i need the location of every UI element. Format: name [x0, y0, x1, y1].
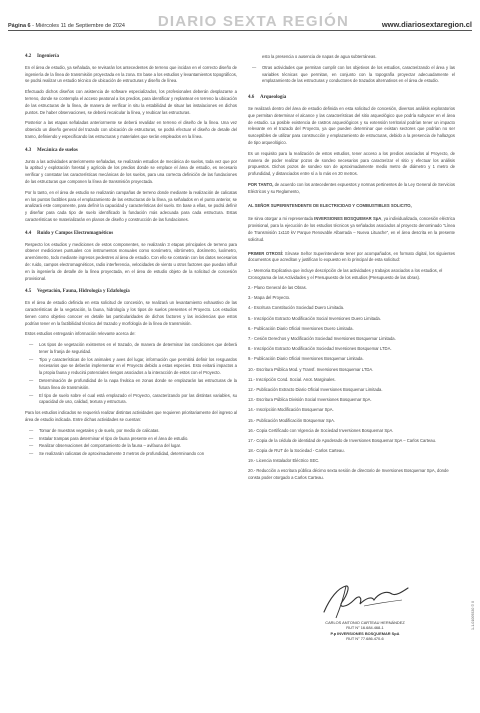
- signer-rut: RUT N° 16.684.468-1: [346, 625, 384, 631]
- handwritten-signature: [316, 578, 412, 620]
- right-column: [248, 54, 455, 485]
- list-item: 3.- Mapa del Proyecto.: [248, 295, 291, 301]
- paragraph: Posterior a las etapas señaladas anteriormente se deberá revalidar en terreno el diseño de la línea. Una vez obtenido un diseño general del trazado con ubicación de estructuras, se podrá efectuar el diseño de detalle del tramo, definiendo y especificando las estructuras y materiales que serán empleados en la línea.: [25, 120, 237, 139]
- list-item: — Realizar observaciones del comportamiento de la fauna – avifauna del lugar.: [25, 443, 237, 450]
- paragraph: POR TANTO, de acuerdo con los antecedentes expuestos y normas pertinentes de la Ley General de Servicios Eléctricos y su Reglamento,: [248, 181, 456, 194]
- paragraph: Para los estudios indicados se requerirá realizar distintas actividades que requieren prioritariamente del ingreso al área de estudio indicada. Entre dichas actividades se cuentan:: [25, 410, 237, 423]
- list-item: 8.- Inscripción Extracto Modificación Sociedad Inversiones Bosquemar LTDA.: [248, 346, 392, 352]
- paragraph: Estos estudios entregarán información relevante acerca de:: [25, 331, 136, 337]
- list-item: 2.- Plano General de las Obras.: [248, 285, 307, 291]
- paragraph: Se sirva otorgar a mi representada INVERSIONES BOSQUEMAR SpA, ya individualizada, concesión eléctrica provisional, para la ejecución de los estudios técnicos ya señalados asociados al proyecto denominado "Línea de Transmisión 1x110 kV Parque Renovable Albarrada – Nueva Lituache", en el área descrita en la presente solicitud.: [248, 216, 456, 242]
- list-item: — Tomar de muestras vegetales y de suelo, por medio de calicatas.: [25, 428, 237, 435]
- section-heading: 4.4 Ruido y Campos Electromagnéticos: [25, 230, 114, 236]
- paragraph: Efectuado dichos diseños con asistencia de software especializados, los profesionales deberán desplazarse a terreno, donde se contempla el acceso peatonal a los predios, para identificar y replantear en terreno la ubicación de las estructuras de la línea, de manera de verificar in situ la estabilidad de situar las instalaciones en dichos puntos. De haber observaciones, se deberá recalcular la línea, y reubicar las estructuras.: [25, 89, 237, 115]
- section-heading: 4.6 Arqueología: [248, 95, 287, 101]
- paragraph: PRIMER OTROSÍ: Sírvase Señor Superintendente tener por acompañados, en formato digital, los siguientes documentos que acreditan y justifican lo expuesto en lo principal de esta solicitud:: [248, 250, 455, 263]
- list-item: 12.- Publicación Extracto Diario Oficial Inversiones Bosquemar Limitada.: [248, 386, 383, 392]
- list-item: — Determinación de profundidad de la napa freática en zonas donde se emplazarán las estructuras de la futura línea de transmisión.: [25, 378, 237, 392]
- section-heading: 4.5 Vegetación, Fauna, Hidrología y Edafología: [25, 289, 130, 295]
- list-item: 4.- Escritura Constitución Sociedad Duero Limitada.: [248, 305, 345, 311]
- paragraph: Por lo tanto, en el área de estudio se realizarán campañas de terreno donde mediante la realización de calicatas en los puntos factibles para el emplazamiento de las estructuras de la línea, ya señalados en el punto anterior, se analizará este componente, para definir la capacidad y características del suelo. En base a ellas, se podrá definir y diseñar para cada tipo de suelo identificado la fundación más adecuada para cada estructura. Estas características se materializarán en planos de diseño y construcción de las fundaciones.: [25, 189, 237, 222]
- company-name: P.p INVERSIONES BOSQUEMAR SpA: [330, 630, 400, 636]
- request-heading: AL SEÑOR SUPERINTENDENTE DE ELECTRICIDAD Y COMBUSTIBLES SOLICITO,: [248, 202, 412, 208]
- signature-block: [300, 620, 430, 642]
- signer-name: CARLOS ANTONIO CARTEAU HERNÁNDEZ: [325, 620, 405, 625]
- list-item: 16.- Copia Certificado con Vigencia de Sociedad Inversiones Bosquemar SpA.: [248, 427, 394, 433]
- company-rut: RUT N° 77.686.470-6: [346, 636, 384, 642]
- page-header: [8, 3, 472, 29]
- paragraph: En el área de estudio definida en esta solicitud de concesión, se realizará un levantamiento exhaustivo de las características de la vegetación, la fauna, hidrología y los tipos de suelos presentes el Proyecto. Los estudios tienen como objetivo conocer en detalle las particularidades de dichos factores y las incidencias que estos podrían tener en la factibilidad técnica del trazado y morfología de la línea de transmisión.: [25, 300, 237, 326]
- list-item: 15.- Publicación Modificación Bosquemar SpA.: [248, 417, 336, 423]
- paragraph: En el área de estudio, ya señalada, se revisarán los antecedentes de terreno que incidan en el correcto diseño de ingeniería de la línea de transmisión proyectada en la zona. En base a los estudios y levantamientos topográficos, se podrá realizar un estudio técnico de ubicación de estructuras y diseño de línea.: [25, 64, 237, 84]
- list-item: 14.- Inscripción Modificación Bosquemar SpA.: [248, 407, 334, 413]
- site-url[interactable]: www.diariosextaregion.cl: [381, 20, 472, 29]
- list-item: 18.- Copia de RUT de la Sociedad - Carlos Carteau.: [248, 448, 345, 454]
- list-item: 11.- Inscripción Cond. Social. Anot. Marginales.: [248, 376, 336, 382]
- list-item: 19.- Licencia Instalador Eléctrico SEC.: [248, 458, 320, 464]
- bullet-list: [248, 65, 455, 85]
- header-rule: [8, 30, 472, 31]
- list-item: — Los tipos de vegetación existentes en el trazado, de manera de determinar las condiciones que deberá tener la franja de seguridad.: [25, 342, 237, 356]
- list-item: 9.- Publicación Diario Oficial Inversiones Bosquemar Limitada.: [248, 356, 364, 362]
- list-item: 17.- Copia de la cédula de identidad de Apoderado de Inversiones Bosquemar SpA – Carlos Carteau.: [248, 437, 437, 443]
- list-item: 5.- Inscripción Extracto Modificación Social Inversiones Duero Limitada.: [248, 315, 381, 321]
- masthead: DIARIO SEXTA REGIÓN: [157, 13, 349, 30]
- list-item: 6.- Publicación Diario Oficial Inversiones Duero Limitada.: [248, 325, 354, 331]
- section-heading: 4.2 Ingeniería: [25, 54, 59, 59]
- page-number: Página 6 - Miércoles 11 de Septiembre de 2024: [8, 23, 125, 29]
- paragraph: Junto a las actividades anteriormente señaladas, se realizarán estudios de mecánica de suelos, toda vez que por la aptitud y explotación forestal y agrícola de los predios donde se emplace el área de estudio, es necesario verificar y constatar las características mecánicas de los suelos, para una correcta definición de las fundaciones de las estructuras que componen la línea de transmisión proyectada.: [25, 158, 237, 184]
- list-item: — Tipo y características de los animales y aves del lugar, información que permitirá definir los resguardos necesarios que se deberán implementar en el Proyecto debido a estas especies. Esto evitará impactos a la propia fauna y reducirá potenciales riesgos asociados a la interacción de estos con el Proyecto.: [25, 357, 237, 377]
- section-heading: 4.3 Mecánica de suelos: [25, 147, 78, 153]
- list-item: 20.- Reducción a escritura pública décimo sexta sesión de directorio de Inversiones Bosquemar SpA, donde consta poder otorgado a Carlos Carteau.: [248, 468, 449, 481]
- paragraph: esto la presencia o ausencia de napas de agua subterráneas.: [262, 54, 377, 59]
- list-item: 1.- Memoria Explicativa que incluye descripción de las actividades y trabajos asociados a los estudios, el Cronograma de las Actividades y el Presupuesto de los estudios (Presupuesto de las obras).: [248, 268, 443, 280]
- list-item: — Instalar trampas para determinar el tipo de fauna presente en el área de estudio.: [25, 436, 237, 443]
- list-item: 7.- Cesión Derechos y Modificación Sociedad Inversiones Bosquemar Limitada.: [248, 336, 396, 342]
- bullet-list: [25, 342, 237, 406]
- paragraph: Es un requisito para la realización de estos estudios, tener acceso a los predios asociados al Proyecto, de manera de poder realizar pozos de sondeo necesarios para caracterizar el sitio y efectuar los análisis propuestos. Dichos pozos de sondeo son de aproximadamente medio metro de diámetro y 1 metro de profundidad, y distanciados entre sí a lo más en 20 metros.: [248, 150, 455, 177]
- left-column: [25, 54, 237, 462]
- list-item: — Se realizarán calicatas de aproximadamente 3 metros de profundidad, determinando con: [25, 451, 237, 458]
- document-list: [248, 268, 455, 482]
- list-item: 13.- Escritura Pública División Social Inversiones Bosquemar SpA.: [248, 397, 372, 403]
- list-item: 10.- Escritura Pública Mod. y Transf. Inversiones Bosquemar LTDA.: [248, 366, 374, 372]
- paragraph: Respecto los estudios y mediciones de estos componentes, se realizarán 3 etapas principales de terreno para obtener mediciones puntuales con instrumentos monuales como sonómetro, vibrómetro, dosímetro, luxímetro, anemómetro, todo mediante ingresos pedestres al área de estudio. Con ello se contarán con los datos necesarios de: ruido, campos electromagnéticos, radio interferencia, velocidades de viento u otros factores que puedan influir en la ingeniería de detalle de la línea proyectada, en el área de estudio objeto de la solicitud de concesión provisional.: [25, 241, 237, 281]
- list-item: — Otras actividades que permitan cumplir con los objetivos de los estudios, caracterizando el área y las variables técnicas que permitan, en conjunto con la topografía proyectar adecuadamente el emplazamiento de las estructuras y conductores de trazados alternativos en el área de estudio.: [248, 65, 455, 85]
- list-item: — El tipo de suelo sobre el cual está emplazado el Proyecto, caracterizando por las distintas variables, su capacidad de uso, calidad, textura y estructura.: [25, 393, 237, 407]
- side-code: 1-1-01009330 © 0: [471, 600, 475, 630]
- bullet-list: [25, 428, 237, 458]
- paragraph: Se realizará dentro del área de estudio definida en esta solicitud de concesión, diversos análisis exploratorios que permitan determinar el alcance y las características del sitio arqueológico que podría subyacer en el área de estudio. La posible existencia de rastros arqueológicos y su extensión territorial podrían tener un impacto relevante en el trazado del Proyecto, ya que pueden determinar que existan sectores que podrían no ser susceptibles de utilizar para construcción y emplazamiento de estructuras, debido a la presencia de hallazgos de tipo arqueológico.: [248, 105, 455, 145]
